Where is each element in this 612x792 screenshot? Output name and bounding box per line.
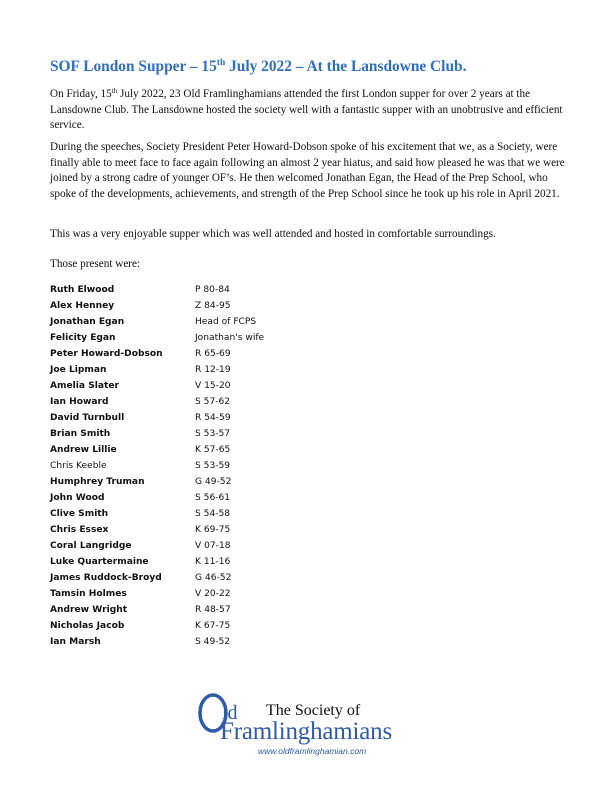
attendee-house-years: V 15-20 (195, 381, 231, 391)
attendee-row (50, 458, 310, 474)
attendee-row (50, 602, 310, 618)
attendee-row (50, 522, 310, 538)
speeches-paragraph: During the speeches, Society President Peter Howard-Dobson spoke of his excitement that we, as a Society, were finally able to meet face to face again following an almost 2 year hiatus, and said how pleased he was that we were joined by a strong cadre of younger OF’s. He then welcomed Jonathan Egan, the Head of the Prep School, who spoke of the developments, achievements, and strength of the Prep School since he took up his role in April 2021. (50, 141, 565, 200)
attendees-heading: Those present were: (50, 258, 141, 270)
attendee-list (50, 282, 310, 650)
attendee-row (50, 474, 310, 490)
attendee-row (50, 490, 310, 506)
attendee-name: James Ruddock-Broyd (50, 573, 162, 583)
attendee-row (50, 538, 310, 554)
summary-paragraph: This was a very enjoyable supper which was well attended and hosted in comfortable surroundings. (50, 228, 496, 240)
logo-framlinghamians: Framlinghamians (220, 718, 392, 745)
attendee-row (50, 394, 310, 410)
attendee-name: Ruth Elwood (50, 285, 115, 295)
intro-paragraph: On Friday, 15th July 2022, 23 Old Framlinghamians attended the first London supper for over 2 years at the Lansdowne Club. The Lansdowne hosted the society well with a fantastic supper with an unobtrusive and efficient service. (50, 87, 563, 132)
attendee-house-years: G 49-52 (195, 477, 232, 487)
attendee-name: Andrew Lillie (50, 445, 117, 455)
attendee-house-years: R 54-59 (195, 413, 231, 423)
attendee-house-years: Head of FCPS (195, 317, 257, 327)
attendee-house-years: S 53-59 (195, 461, 231, 471)
attendee-row (50, 378, 310, 394)
attendee-row (50, 410, 310, 426)
attendee-name: Coral Langridge (50, 541, 132, 551)
attendee-row (50, 442, 310, 458)
attendee-row (50, 570, 310, 586)
attendee-row (50, 634, 310, 650)
attendee-row (50, 506, 310, 522)
page-title: SOF London Supper – 15th July 2022 – At the Lansdowne Club. (50, 58, 467, 75)
attendee-house-years: S 56-61 (195, 493, 231, 503)
attendee-house-years: K 57-65 (195, 445, 231, 455)
attendee-name: Ian Howard (50, 397, 109, 407)
attendee-house-years: S 49-52 (195, 637, 231, 647)
attendee-name: Peter Howard-Dobson (50, 349, 163, 359)
logo-ld: ld (222, 702, 238, 724)
attendee-name: Chris Keeble (50, 461, 107, 471)
attendee-house-years: S 53-57 (195, 429, 231, 439)
attendee-row (50, 346, 310, 362)
attendee-house-years: K 11-16 (195, 557, 231, 567)
attendee-name: Luke Quartermaine (50, 557, 149, 567)
attendee-name: Ian Marsh (50, 637, 101, 647)
attendee-row (50, 618, 310, 634)
attendee-house-years: G 46-52 (195, 573, 232, 583)
attendee-row (50, 586, 310, 602)
attendee-house-years: R 48-57 (195, 605, 231, 615)
attendee-name: David Turnbull (50, 413, 125, 423)
attendee-name: Clive Smith (50, 509, 109, 519)
attendee-name: Brian Smith (50, 429, 111, 439)
attendee-name: John Wood (50, 493, 105, 503)
attendee-house-years: R 12-19 (195, 365, 231, 375)
attendee-name: Jonathan Egan (50, 317, 125, 327)
attendee-name: Nicholas Jacob (50, 621, 125, 631)
attendee-name: Humphrey Truman (50, 477, 145, 487)
attendee-name: Tamsin Holmes (50, 589, 127, 599)
attendee-house-years: S 57-62 (195, 397, 231, 407)
attendee-house-years: S 54-58 (195, 509, 231, 519)
attendee-house-years: Z 84-95 (195, 301, 231, 311)
society-logo (196, 696, 426, 766)
attendee-name: Alex Henney (50, 301, 115, 311)
attendee-row (50, 314, 310, 330)
date-superscript: th (111, 87, 118, 95)
attendee-house-years: V 07-18 (195, 541, 231, 551)
attendee-house-years: V 20-22 (195, 589, 231, 599)
attendee-house-years: K 69-75 (195, 525, 231, 535)
attendee-row (50, 554, 310, 570)
attendee-row (50, 298, 310, 314)
attendee-row (50, 282, 310, 298)
attendee-house-years: K 67-75 (195, 621, 231, 631)
attendee-row (50, 362, 310, 378)
attendee-row (50, 330, 310, 346)
attendee-row (50, 426, 310, 442)
attendee-name: Andrew Wright (50, 605, 128, 615)
attendee-name: Joe Lipman (50, 365, 107, 375)
attendee-house-years: R 65-69 (195, 349, 231, 359)
logo-society-of: The Society of (266, 702, 361, 719)
attendee-name: Chris Essex (50, 525, 109, 535)
attendee-house-years: Jonathan's wife (195, 333, 265, 343)
attendee-name: Amelia Slater (50, 381, 120, 391)
title-superscript: th (216, 58, 226, 68)
logo-website-url: www.oldframlinghamian.com (258, 746, 367, 756)
svg-text:O: O (213, 720, 214, 721)
attendee-name: Felicity Egan (50, 333, 116, 343)
attendee-house-years: P 80-84 (195, 285, 230, 295)
